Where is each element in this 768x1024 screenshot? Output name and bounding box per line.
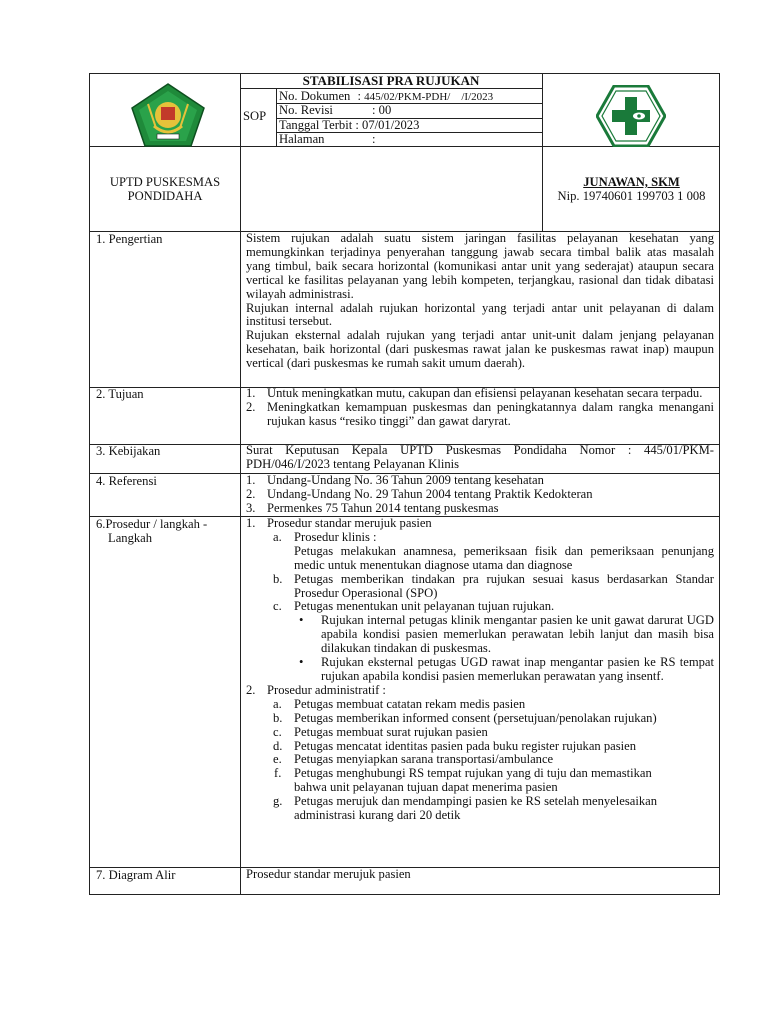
list-item-text: Petugas mencatat identitas pasien pada buku register rujukan pasien xyxy=(294,738,637,753)
list-item: f. Petugas menghubungi RS tempat rujukan yang di tuju dan memastikan bahwa unit pelayanan tujuan dapat menerima pasien xyxy=(274,766,652,795)
list-item: 2. Meningkatkan kemampuan puskesmas dan peningkatannya dalam rangka menangani rujukan kasus “resiko tinggi” dan gawat daryrat. xyxy=(246,399,714,428)
list-item: b. Petugas memberikan informed consent (persetujuan/penolakan rujukan) xyxy=(273,710,657,725)
label-line: 6.Prosedur / langkah - xyxy=(96,517,208,531)
bullet-item: • Rujukan internal petugas klinik mengantar pasien ke unit gawat darurat UGD apabila kondisi pasien memerlukan perawatan lebih lanjut dan masih bisa dilakukan tindakan di puskesmas. xyxy=(299,613,714,656)
list-item-text: Permenkes 75 Tahun 2014 tentang puskesmas xyxy=(267,500,499,515)
bullet-list xyxy=(267,614,714,684)
signer-name: JUNAWAN, SKM xyxy=(583,175,680,189)
list-item: a. Petugas membuat catatan rekam medis pasien xyxy=(273,696,526,711)
list-item-text: Petugas melakukan anamnesa, pemeriksaan fisik dan pemeriksaan penunjang medic untuk menentukan diagnose utama dan diagnose xyxy=(294,543,714,572)
meta-no-revisi xyxy=(279,103,391,118)
column-divider xyxy=(240,74,241,894)
regional-emblem-icon xyxy=(130,82,206,148)
list-item-text: Meningkatkan kemampuan puskesmas dan peningkatannya dalam rangka menangani rujukan kasus “resiko tinggi” dan gawat daryrat. xyxy=(267,399,714,428)
meta-key: Tanggal Terbit xyxy=(279,118,353,132)
document-title: STABILISASI PRA RUJUKAN xyxy=(302,73,480,88)
meta-key: Halaman xyxy=(279,132,325,146)
list-item: c. Petugas membuat surat rujukan pasien xyxy=(273,724,488,739)
list-item-text: Petugas merujuk dan mendampingi pasien ke RS setelah menyelesaikan administrasi kurang dari 20 detik xyxy=(294,794,658,823)
label-diagram: 7. Diagram Alir xyxy=(96,868,176,882)
list-item: 3. Permenkes 75 Tahun 2014 tentang puskesmas xyxy=(246,500,499,515)
sop-document xyxy=(89,73,720,895)
list-item: 2. Undang-Undang No. 29 Tahun 2004 tentang Praktik Kedokteran xyxy=(246,486,593,501)
meta-sep: : xyxy=(372,132,376,146)
list-item-text: Petugas menentukan unit pelayanan tujuan rujukan. xyxy=(294,599,555,614)
label-referensi: 4. Referensi xyxy=(96,474,157,488)
list-item-text: Petugas memberikan informed consent (persetujuan/penolakan rujukan) xyxy=(294,710,657,725)
list-item-text: Rujukan eksternal petugas UGD rawat inap mengantar pasien ke RS tempat rujukan apabila kondisi pasien memerlukan perawatan yang insentf. xyxy=(321,655,714,683)
meta-sep: : xyxy=(355,118,359,132)
list-item-text: Rujukan internal petugas klinik mengantar pasien ke unit gawat darurat UGD apabila kondisi pasien memerlukan perawatan lebih lanjut dan masih bisa dilakukan tindakan di puskesmas. xyxy=(321,613,714,656)
meta-key: No. Dokumen xyxy=(279,89,351,103)
referensi-list xyxy=(246,474,714,516)
kebijakan-content: Surat Keputusan Kepala UPTD Puskesmas Pondidaha Nomor : 445/01/PKM-PDH/046/I/2023 tentang Pelayanan Klinis xyxy=(246,443,714,471)
organization-line: UPTD PUSKESMAS xyxy=(109,175,221,189)
label-prosedur xyxy=(96,517,207,545)
list-item-text: Untuk meningkatkan mutu, cakupan dan efisiensi pelayanan kesehatan secara terpadu. xyxy=(267,386,703,400)
list-item: c. Petugas menentukan unit pelayanan tujuan rujukan. xyxy=(273,599,555,614)
list-item-text: Petugas menghubungi RS tempat rujukan yang di tuju dan memastikan bahwa unit pelayanan tujuan dapat menerima pasien xyxy=(294,766,652,795)
paragraph: Rujukan internal adalah rujukan horizontal yang terjadi antar unit pelayanan di dalam institusi tersebut. xyxy=(246,300,714,329)
list-item-text: Petugas menyiapkan sarana transportasi/ambulance xyxy=(294,752,554,767)
puskesmas-logo-icon xyxy=(596,85,666,147)
prosedur-content xyxy=(246,517,714,823)
meta-value: 07/01/2023 xyxy=(362,118,420,132)
bullet-item: • Rujukan eksternal petugas UGD rawat inap mengantar pasien ke RS tempat rujukan apabila kondisi pasien memerlukan perawatan yang insentf. xyxy=(299,655,714,683)
label-tujuan: 2. Tujuan xyxy=(96,387,144,401)
organization-name xyxy=(90,175,240,203)
organization-line: PONDIDAHA xyxy=(127,189,203,203)
list-item-text: Prosedur administratif : xyxy=(267,682,386,697)
sublist xyxy=(246,531,714,684)
meta-sep: : xyxy=(357,89,362,103)
pengertian-content xyxy=(246,232,714,371)
column-divider xyxy=(542,74,543,231)
signer-block xyxy=(542,175,721,203)
list-item: g. Petugas merujuk dan mendampingi pasien ke RS setelah menyelesaikan administrasi kurang dari 20 detik xyxy=(273,794,658,823)
tujuan-list xyxy=(246,387,714,429)
meta-value: 445/02/PKM-PDH/ /I/2023 xyxy=(364,91,494,103)
list-item: e. Petugas menyiapkan sarana transportasi/ambulance xyxy=(273,752,554,767)
list-item: 1. Untuk meningkatkan mutu, cakupan dan efisiensi pelayanan kesehatan secara terpadu. xyxy=(246,386,703,400)
meta-sep: : xyxy=(372,103,376,117)
list-item-text: Petugas membuat surat rujukan pasien xyxy=(294,724,488,739)
paragraph: Sistem rujukan adalah suatu sistem jaringan fasilitas pelayanan kesehatan yang memungkinkan terjadinya penyerahan tanggung jawab secara timbal balik atas masalah yang timbul, baik secara horizontal (komunikasi antar unit yang sederajat) ataupun secara vertical ke fasilitas pelayanan yang lebih kompeten, terjangkau, rasional dan tidak dibatasi wilayah administrasi. xyxy=(246,231,714,301)
list-item: d. Petugas mencatat identitas pasien pada buku register rujukan pasien xyxy=(273,738,637,753)
list-item-text: Prosedur klinis : xyxy=(294,529,377,544)
label-line: Langkah xyxy=(108,531,153,545)
list-item-text: Petugas memberikan tindakan pra rujukan sesuai kasus berdasarkan Standar Prosedur Operasional (SPO) xyxy=(294,571,714,600)
list-item-text: Undang-Undang No. 36 Tahun 2009 tentang kesehatan xyxy=(267,473,544,487)
meta-halaman xyxy=(279,132,376,146)
list-item: b. Petugas memberikan tindakan pra rujukan sesuai kasus berdasarkan Standar Prosedur Operasional (SPO) xyxy=(273,571,714,600)
list-item: 1. Undang-Undang No. 36 Tahun 2009 tentang kesehatan xyxy=(246,473,544,487)
paragraph: Rujukan eksternal adalah rujukan yang terjadi antar unit-unit dalam jenjang pelayanan kesehatan, baik horizontal (dari puskesmas rawat jalan ke puskesmas rawat inap) maupun vertical (dari puskesmas ke rumah sakit umum daerah). xyxy=(246,328,714,371)
label-kebijakan: 3. Kebijakan xyxy=(96,444,161,458)
meta-tanggal-terbit xyxy=(279,118,419,132)
sublist xyxy=(246,698,674,823)
sop-divider xyxy=(276,88,277,146)
meta-no-dokumen xyxy=(279,89,493,103)
sop-label: SOP xyxy=(243,109,267,123)
signer-nip: Nip. 19740601 199703 1 008 xyxy=(557,189,706,203)
meta-value: 00 xyxy=(378,103,392,117)
list-item: a. Prosedur klinis : Petugas melakukan anamnesa, pemeriksaan fisik dan pemeriksaan penunjang medic untuk menentukan diagnose utama dan diagnose xyxy=(273,529,714,572)
list-item-text: Petugas membuat catatan rekam medis pasien xyxy=(294,696,526,711)
meta-key: No. Revisi xyxy=(279,103,333,117)
list-item: 1. Prosedur standar merujuk pasien xyxy=(246,516,432,530)
list-item: 2. Prosedur administratif : xyxy=(246,682,386,697)
diagram-content: Prosedur standar merujuk pasien xyxy=(246,867,411,881)
list-item-text: Prosedur standar merujuk pasien xyxy=(267,516,432,530)
list-item-text: Undang-Undang No. 29 Tahun 2004 tentang Praktik Kedokteran xyxy=(267,486,593,501)
label-pengertian: 1. Pengertian xyxy=(96,232,163,246)
